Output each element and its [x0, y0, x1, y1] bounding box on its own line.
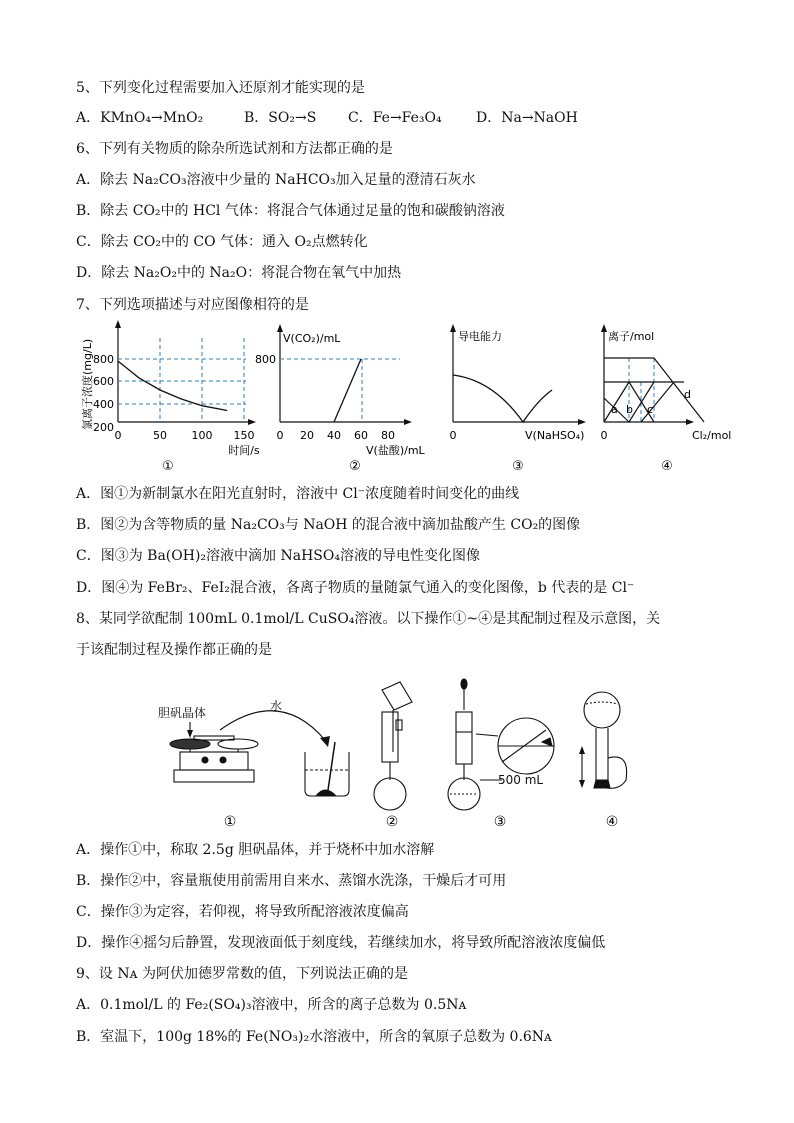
- graph-4: [601, 324, 732, 474]
- apparatus-4: [579, 692, 627, 788]
- q9-option-b: B．室温下，100g 18%的 Fe(NO₃)₂水溶液中，所含的氧原子总数为 0.6Nᴀ: [76, 1029, 552, 1045]
- graph-1-curve: [118, 361, 227, 410]
- q9-option-a: A．0.1mol/L 的 Fe₂(SO₄)₃溶液中，所含的离子总数为 0.5Nᴀ: [76, 997, 467, 1013]
- q7-option-d: D．图④为 FeBr₂、FeI₂混合液，各离子物质的量随氯气通入的变化图像，b 代表的是 Cl⁻: [76, 580, 635, 596]
- figure-number-1: ①: [223, 814, 237, 830]
- graph-2-xtick-0: 0: [276, 429, 284, 442]
- graph-1-ytick-200: 200: [93, 421, 114, 434]
- figure-number-2: ②: [385, 814, 399, 830]
- crystal-label: 胆矾晶体: [158, 706, 207, 720]
- graph-2-xtick-80: 80: [381, 429, 395, 442]
- q7-stem: 7、下列选项描述与对应图像相符的是: [76, 297, 309, 313]
- graph-1-xlabel: 时间/s: [228, 444, 260, 457]
- graph-2-ylabel: V(CO₂)/mL: [283, 332, 341, 345]
- graph-1-ytick-600: 600: [93, 375, 114, 388]
- graph-1-ylabel: 氯离子浓度(mg/L): [81, 338, 94, 430]
- graph-4-label-a: a: [611, 403, 618, 416]
- graph-1-number: ①: [162, 459, 174, 474]
- graph-3-curve: [453, 375, 552, 422]
- graph-1: [80, 320, 260, 474]
- q5-option-b: B．SO₂→S: [244, 110, 317, 126]
- q8-option-c: C．操作③为定容，若仰视，将导致所配溶液浓度偏高: [76, 904, 409, 920]
- q5-stem: 5、下列变化过程需要加入还原剂才能实现的是: [76, 80, 365, 96]
- q5-option-d: D．Na→NaOH: [476, 110, 578, 126]
- q5-options: [76, 108, 578, 128]
- apparatus-1: [158, 698, 349, 796]
- graph-2-number: ②: [349, 459, 361, 474]
- q9-stem: 9、设 Nᴀ 为阿伏加德罗常数的值，下列说法正确的是: [76, 966, 408, 982]
- graph-4-number: ④: [661, 459, 673, 474]
- graph-1-xtick-50: 50: [153, 429, 167, 442]
- graph-2-xtick-20: 20: [300, 429, 314, 442]
- q7-option-c: C．图③为 Ba(OH)₂溶液中滴加 NaHSO₄溶液的导电性变化图像: [76, 548, 480, 564]
- q5-option-c: C．Fe→Fe₃O₄: [348, 110, 442, 126]
- apparatus-2: [374, 682, 412, 810]
- q7-option-a: A．图①为新制氯水在阳光直射时，溶液中 Cl⁻浓度随着时间变化的曲线: [76, 486, 520, 502]
- q8-option-b: B．操作②中，容量瓶使用前需用自来水、蒸馏水洗涤，干燥后才可用: [76, 873, 507, 889]
- graph-2-xlabel: V(盐酸)/mL: [366, 444, 425, 457]
- q6-option-b: B．除去 CO₂中的 HCl 气体：将混合气体通过足量的饱和碳酸钠溶液: [76, 203, 505, 219]
- graph-4-label-d: d: [684, 388, 691, 401]
- graph-2-line: [334, 359, 361, 422]
- graph-2-ytick-800: 800: [255, 353, 276, 366]
- graph-3-xlabel: V(NaHSO₄): [525, 429, 585, 442]
- figure-number-4: ④: [605, 814, 619, 830]
- graph-4-xlabel: Cl₂/mol: [692, 429, 732, 442]
- graph-4-x0: 0: [600, 429, 608, 442]
- graph-1-ytick-400: 400: [93, 398, 114, 411]
- water-label: 水: [270, 699, 283, 713]
- graph-4-ylabel: 离子/mol: [608, 330, 655, 343]
- apparatus-3: [448, 679, 554, 810]
- graph-2-xtick-40: 40: [327, 429, 341, 442]
- q8-figure: [150, 672, 650, 834]
- graph-2-xtick-60: 60: [354, 429, 368, 442]
- figure-number-3: ③: [493, 814, 507, 830]
- q6-option-a: A．除去 Na₂CO₃溶液中少量的 NaHCO₃加入足量的澄清石灰水: [76, 172, 476, 188]
- graph-4-label-b: b: [626, 403, 633, 416]
- graph-3-x0: 0: [449, 429, 457, 442]
- q7-graphs: [70, 318, 750, 478]
- graph-3: [450, 324, 587, 474]
- q7-option-b: B．图②为含等物质的量 Na₂CO₃与 NaOH 的混合液中滴加盐酸产生 CO₂的图像: [76, 517, 581, 533]
- q8-stem-line2: 于该配制过程及操作都正确的是: [76, 642, 272, 658]
- graph-1-xtick-150: 150: [233, 429, 255, 442]
- q8-option-a: A．操作①中，称取 2.5g 胆矾晶体，并于烧杯中加水溶解: [76, 842, 435, 858]
- q8-option-d: D．操作④摇匀后静置，发现液面低于刻度线，若继续加水，将导致所配溶液浓度偏低: [76, 935, 606, 951]
- volume-label: 500 mL: [498, 773, 544, 787]
- graph-1-xtick-100: 100: [191, 429, 213, 442]
- q6-option-c: C．除去 CO₂中的 CO 气体：通入 O₂点燃转化: [76, 234, 368, 250]
- q5-option-a: A．KMnO₄→MnO₂: [76, 110, 204, 126]
- q8-stem-line1: 8、某同学欲配制 100mL 0.1mol/L CuSO₄溶液。以下操作①~④是其配制过程及示意图，关: [76, 611, 661, 627]
- graph-3-ylabel: 导电能力: [458, 330, 502, 343]
- graph-1-xtick-0: 0: [114, 429, 122, 442]
- graph-2: [255, 324, 426, 474]
- q6-option-d: D．除去 Na₂O₂中的 Na₂O：将混合物在氧气中加热: [76, 265, 402, 281]
- graph-3-number: ③: [512, 459, 524, 474]
- q6-stem: 6、下列有关物质的除杂所选试剂和方法都正确的是: [76, 141, 393, 157]
- graph-1-ytick-800: 800: [93, 353, 114, 366]
- graph-4-label-c: c: [647, 403, 654, 416]
